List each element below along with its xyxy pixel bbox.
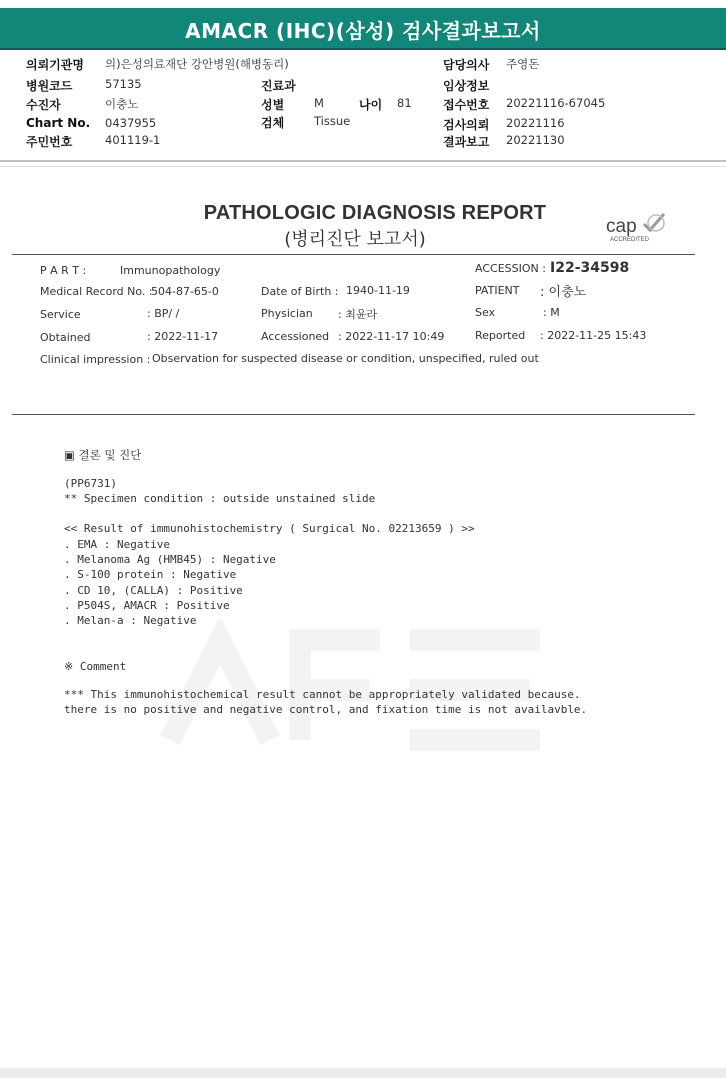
patient-value: 이충노	[105, 97, 139, 111]
doctor-value: 주영돈	[506, 57, 540, 71]
comment-line: *** This immunohistochemical result cannot be appropriately validated because.	[64, 688, 581, 701]
result-label: 결과보고	[443, 135, 490, 149]
part-value: Immunopathology	[120, 264, 221, 277]
chart-value: 0437955	[105, 116, 157, 130]
dob-value: 1940-11-19	[346, 284, 410, 297]
specimen-condition: ** Specimen condition : outside unstained slide	[64, 492, 376, 505]
id-label: 주민번호	[26, 135, 73, 149]
comment-line: there is no positive and negative control, and fixation time is not availavble.	[64, 703, 588, 716]
obtained-label: Obtained	[40, 331, 91, 344]
receipt-label: 접수번호	[443, 98, 490, 112]
patient-value-en: : 이충노	[540, 285, 587, 300]
reported-label: Reported	[475, 329, 526, 342]
ihc-result-item: . S-100 protein : Negative	[64, 568, 237, 581]
receipt-value: 20221116-67045	[506, 96, 606, 110]
doctor-label: 담당의사	[443, 58, 490, 72]
dob-label: Date of Birth :	[261, 285, 339, 298]
reported-value: : 2022-11-25 15:43	[540, 329, 647, 342]
patient-label: 수진자	[26, 98, 61, 112]
patient-label-en: PATIENT	[475, 284, 520, 297]
dept-label: 진료과	[261, 79, 296, 93]
specimen-code: (PP6731)	[64, 477, 117, 490]
id-value: 401119-1	[105, 133, 161, 147]
service-label: Service	[40, 308, 81, 321]
service-value: : BP/ /	[147, 307, 180, 320]
part-label: P A R T :	[40, 264, 87, 277]
requested-label: 검사의뢰	[443, 118, 490, 132]
mrn-value: 504-87-65-0	[151, 285, 219, 298]
clinical-label: 임상정보	[443, 79, 490, 93]
accession-label: ACCESSION :	[475, 262, 546, 275]
accession-value: I22-34598	[550, 260, 630, 276]
cap-logo-subtext: ACCREDITED	[610, 237, 650, 243]
accessioned-value: : 2022-11-17 10:49	[338, 330, 445, 343]
code-value: 57135	[105, 77, 142, 91]
hospital-label: 의뢰기관명	[26, 58, 84, 72]
sex-label: 성별	[261, 98, 285, 112]
section-divider-thin	[0, 166, 726, 167]
physician-value: : 최윤라	[338, 308, 378, 321]
report-meta-line	[12, 414, 695, 415]
ihc-result-item: . CD 10, (CALLA) : Positive	[64, 584, 243, 597]
code-label: 병원코드	[26, 79, 73, 93]
ihc-result-item: . EMA : Negative	[64, 538, 170, 551]
ihc-result-item: . Melanoma Ag (HMB45) : Negative	[64, 553, 276, 566]
hospital-value: 의)은성의료재단 강안병원(해병동리)	[105, 57, 289, 71]
result-value: 20221130	[506, 133, 565, 147]
ihc-heading: << Result of immunohistochemistry ( Surgical No. 02213659 ) >>	[64, 522, 475, 535]
report-header-line	[12, 254, 695, 255]
sex-label-en: Sex	[475, 306, 496, 319]
obtained-value: : 2022-11-17	[147, 330, 219, 343]
section-divider	[0, 160, 726, 162]
physician-label: Physician	[261, 307, 313, 320]
page-bottom-bar	[0, 1068, 726, 1078]
ihc-result-item: . Melan-a : Negative	[64, 614, 197, 627]
accessioned-label: Accessioned	[261, 330, 330, 343]
cap-logo-text: cap	[606, 216, 637, 237]
age-value: 81	[397, 96, 412, 110]
ihc-result-item: . P504S, AMACR : Positive	[64, 599, 230, 612]
requested-value: 20221116	[506, 116, 565, 130]
report-subtitle: (병리진단 보고서)	[284, 229, 426, 250]
age-label: 나이	[359, 98, 383, 112]
sex-value-en: : M	[543, 306, 560, 319]
document-title: AMACR (IHC)(삼성) 검사결과보고서	[185, 19, 541, 43]
report-title: PATHOLOGIC DIAGNOSIS REPORT	[203, 202, 547, 224]
impression-label: Clinical impression :	[40, 353, 151, 366]
specimen-value: Tissue	[314, 114, 351, 128]
chart-label: Chart No.	[26, 116, 91, 130]
specimen-label: 검체	[261, 116, 285, 130]
cap-accredited-logo	[604, 210, 670, 244]
diagnosis-heading: ▣ 결론 및 진단	[64, 448, 142, 462]
mrn-label: Medical Record No. :	[40, 285, 153, 298]
comment-heading: ※ Comment	[64, 660, 127, 673]
cap-logo-graphic	[604, 210, 670, 244]
sex-value: M	[314, 96, 324, 110]
impression-value: Observation for suspected disease or condition, unspecified, ruled out	[152, 352, 539, 365]
